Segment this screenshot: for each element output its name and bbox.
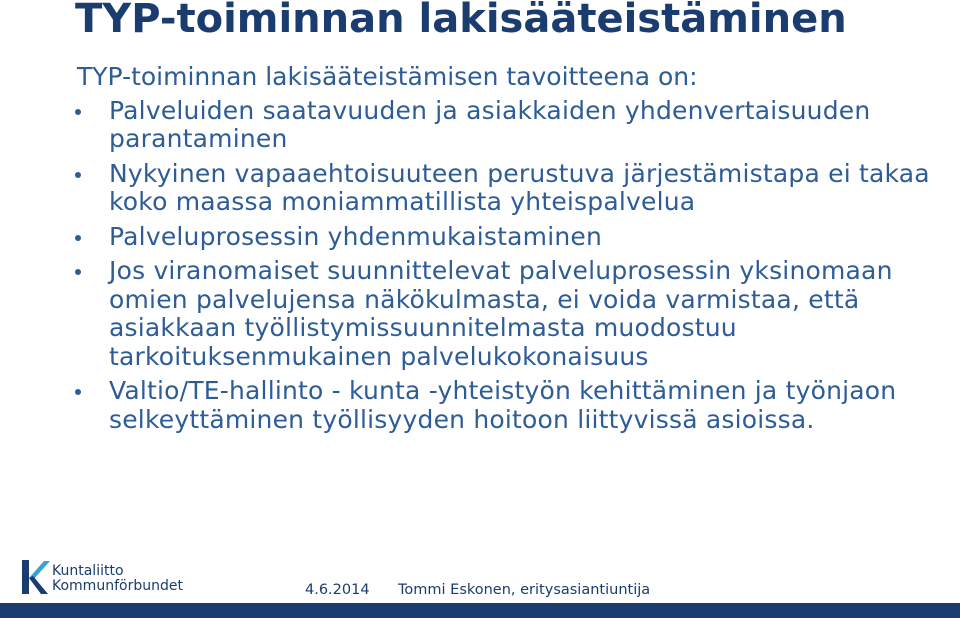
- bottom-bar: [0, 603, 960, 618]
- footer-date: 4.6.2014: [305, 582, 370, 598]
- bullet-dot-icon: [75, 235, 81, 241]
- slide-title: TYP-toiminnan lakisääteistäminen: [75, 0, 847, 42]
- kuntaliitto-logo: [20, 556, 190, 600]
- bullet-text: Palveluprosessin yhdenmukaistaminen: [109, 221, 603, 251]
- logo-line-2: Kommunförbundet: [52, 578, 183, 594]
- bullet-dot-icon: [75, 389, 81, 395]
- kuntaliitto-k-icon: [20, 558, 50, 596]
- bullet-text: Valtio/TE-hallinto - kunta -yhteistyön kehittäminen ja työnjaon selkeyttäminen työllisyyden hoitoon liittyvissä asioissa.: [109, 376, 897, 434]
- footer-author: Tommi Eskonen, eritysasiantiuntija: [398, 582, 651, 598]
- bullet-text: Palveluiden saatavuuden ja asiakkaiden yhdenvertaisuuden parantaminen: [109, 95, 871, 153]
- bullet-dot-icon: [75, 172, 81, 178]
- bullet-item: [75, 377, 935, 434]
- intro-text: TYP-toiminnan lakisääteistämisen tavoitteena on:: [77, 62, 698, 91]
- bullet-text: Nykyinen vapaaehtoisuuteen perustuva järjestämistapa ei takaa koko maassa moniammatillista yhteispalvelua: [109, 158, 930, 216]
- slide-content: [75, 63, 935, 440]
- bullet-text: Jos viranomaiset suunnittelevat palveluprosessin yksinomaan omien palvelujensa näkökulmasta, ei voida varmistaa, että asiakkaan työllistymissuunnitelmasta muodostuu tarkoituksenmukainen palvelukokonaisuus: [109, 256, 893, 371]
- bullet-dot-icon: [75, 109, 81, 115]
- bullet-item: [75, 223, 935, 252]
- bullet-item: [75, 160, 935, 217]
- bullet-dot-icon: [75, 269, 81, 275]
- bullet-list: [75, 97, 935, 435]
- logo-wordmark: [52, 564, 183, 594]
- bullet-item: [75, 257, 935, 371]
- logo-line-1: Kuntaliitto: [52, 563, 124, 579]
- bullet-item: [75, 97, 935, 154]
